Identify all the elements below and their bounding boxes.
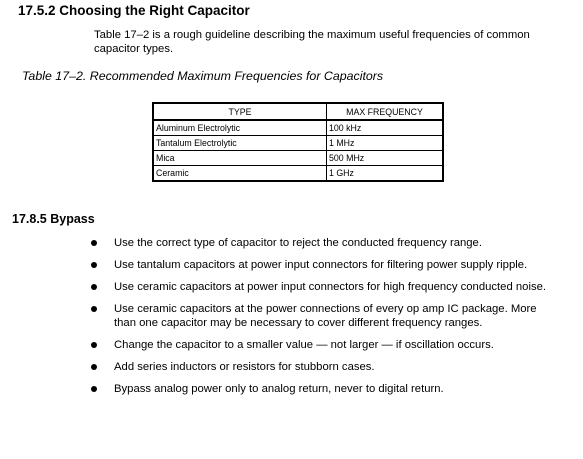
cell-type: Tantalum Electrolytic [153,136,327,151]
bullet-icon [91,364,97,370]
cell-type: Aluminum Electrolytic [156,123,241,133]
bullet-icon [91,284,97,290]
header-type: TYPE [153,103,327,120]
bypass-bullet-list [88,236,558,404]
table-row [153,120,443,136]
cell-max-frequency: 1 GHz [327,166,444,182]
bullet-icon [91,262,97,268]
section-heading: 17.5.2 Choosing the Right Capacitor [18,3,250,18]
list-item [88,302,558,330]
bullet-icon [91,342,97,348]
table-row [153,166,443,182]
cell-max-frequency: 1 MHz [327,136,444,151]
capacitor-frequency-table [152,102,444,182]
cell-max-frequency: 100 kHz [327,120,444,136]
list-item-text: Bypass analog power only to analog return, never to digital return. [114,383,444,395]
bullet-icon [91,306,97,312]
cell-type: Ceramic [153,166,327,182]
table-header-row [153,103,443,120]
bypass-heading: 17.8.5 Bypass [12,212,95,226]
list-item [88,360,558,374]
list-item [88,382,558,396]
list-item-text: Change the capacitor to a smaller value — not larger — if oscillation occurs. [114,339,494,351]
list-item [88,338,558,352]
cell-max-frequency: 500 MHz [327,151,444,166]
cell-type: Mica [153,151,327,166]
list-item [88,280,558,294]
table-row [153,151,443,166]
list-item-text: Use tantalum capacitors at power input connectors for filtering power supply ripple. [114,259,528,271]
header-max-frequency: MAX FREQUENCY [327,103,444,120]
list-item-text: Use the correct type of capacitor to reject the conducted frequency range. [114,237,482,249]
list-item-text: Add series inductors or resistors for stubborn cases. [114,361,375,373]
list-item-text: Use ceramic capacitors at the power connections of every op amp IC package. More than one capacitor may be necessary to cover different frequency ranges. [114,303,537,329]
table-caption: Table 17–2. Recommended Maximum Frequencies for Capacitors [22,69,384,83]
bullet-icon [91,240,97,246]
bullet-icon [91,386,97,392]
table-row [153,136,443,151]
list-item [88,236,558,250]
list-item [88,258,558,272]
intro-paragraph: Table 17–2 is a rough guideline describing the maximum useful frequencies of common capacitor types. [94,29,530,55]
list-item-text: Use ceramic capacitors at power input connectors for high frequency conducted noise. [114,281,547,293]
